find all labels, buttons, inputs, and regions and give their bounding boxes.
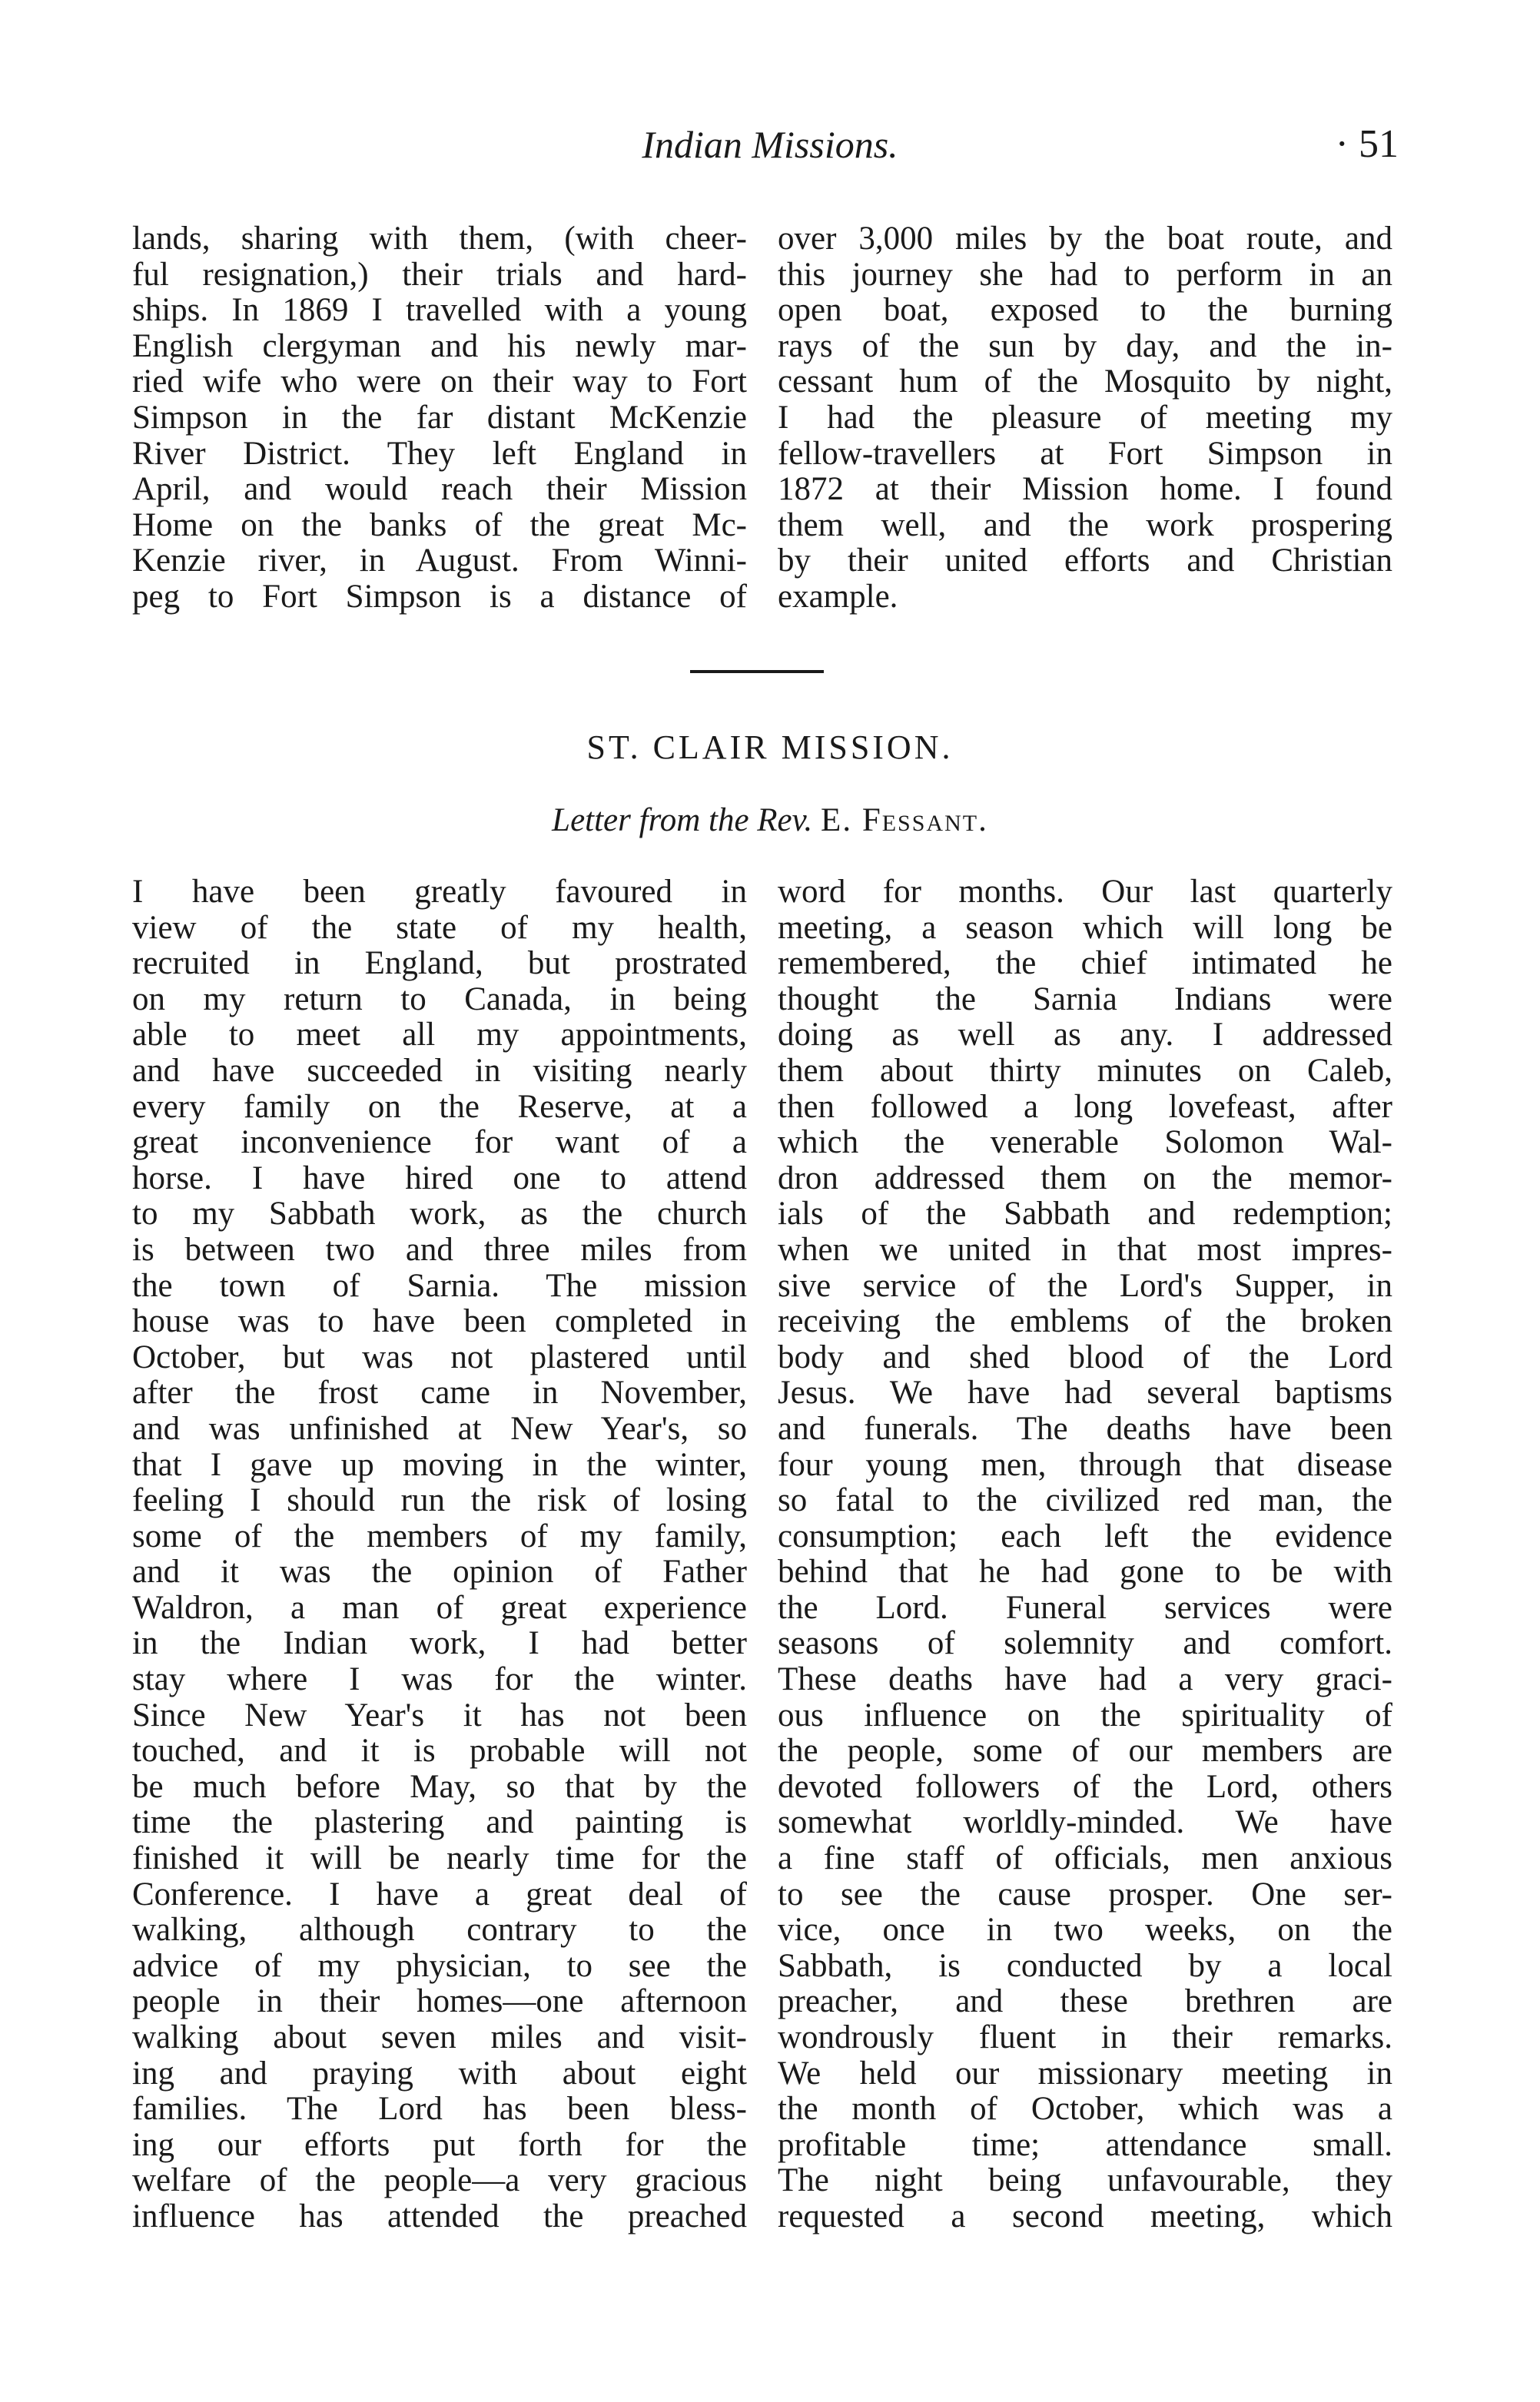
text-line: able to meet all my appointments, bbox=[132, 1017, 747, 1053]
text-line: after the frost came in November, bbox=[132, 1375, 747, 1412]
text-line: advice of my physician, to see the bbox=[132, 1947, 747, 1984]
text-line: by their united efforts and Christian bbox=[778, 542, 1392, 579]
text-line: walking about seven miles and visit- bbox=[132, 2019, 747, 2055]
text-line: horse. I have hired one to attend bbox=[132, 1160, 747, 1196]
text-line: some of the members of my family, bbox=[132, 1518, 747, 1554]
letter-byline bbox=[0, 799, 1540, 842]
text-line: ful resignation,) their trials and hard- bbox=[132, 256, 747, 293]
text-line: which the venerable Solomon Wal- bbox=[778, 1124, 1392, 1161]
text-line: the town of Sarnia. The mission bbox=[132, 1267, 747, 1304]
text-line: requested a second meeting, which bbox=[778, 2198, 1392, 2234]
text-line: devoted followers of the Lord, others bbox=[778, 1768, 1392, 1805]
text-line: thought the Sarnia Indians were bbox=[778, 980, 1392, 1017]
text-line: doing as well as any. I addressed bbox=[778, 1017, 1392, 1053]
text-line: four young men, through that disease bbox=[778, 1446, 1392, 1483]
text-line: lands, sharing with them, (with cheer- bbox=[132, 221, 747, 257]
text-line: cessant hum of the Mosquito by night, bbox=[778, 363, 1392, 400]
text-line: them about thirty minutes on Caleb, bbox=[778, 1052, 1392, 1089]
text-line: River District. They left England in bbox=[132, 435, 747, 472]
text-line: ous influence on the spirituality of bbox=[778, 1697, 1392, 1733]
text-line: meeting, a season which will long be bbox=[778, 909, 1392, 946]
text-line: in the Indian work, I had better bbox=[132, 1625, 747, 1662]
text-line: remembered, the chief intimated he bbox=[778, 945, 1392, 982]
text-line: I have been greatly favoured in bbox=[132, 874, 747, 910]
text-line: Jesus. We have had several baptisms bbox=[778, 1375, 1392, 1412]
text-line: on my return to Canada, in being bbox=[132, 980, 747, 1017]
text-line: when we united in that most impres- bbox=[778, 1231, 1392, 1268]
text-line: influence has attended the preached bbox=[132, 2198, 747, 2234]
text-line: Sabbath, is conducted by a local bbox=[778, 1947, 1392, 1984]
text-line: October, but was not plastered until bbox=[132, 1339, 747, 1375]
text-line: word for months. Our last quarterly bbox=[778, 874, 1392, 910]
byline-italic: Letter from the Rev. bbox=[552, 802, 813, 838]
text-line: The night being unfavourable, they bbox=[778, 2162, 1392, 2199]
text-line: Home on the banks of the great Mc- bbox=[132, 506, 747, 543]
text-line: somewhat worldly-minded. We have bbox=[778, 1804, 1392, 1841]
text-line: house was to have been completed in bbox=[132, 1303, 747, 1340]
text-line: is between two and three miles from bbox=[132, 1231, 747, 1268]
byline-author: E. Fessant. bbox=[821, 802, 988, 838]
page-number: · 51 bbox=[1335, 122, 1399, 166]
text-line: ing our efforts put forth for the bbox=[132, 2126, 747, 2163]
text-line: feeling I should run the risk of losing bbox=[132, 1482, 747, 1519]
text-line: receiving the emblems of the broken bbox=[778, 1303, 1392, 1340]
text-line: every family on the Reserve, at a bbox=[132, 1088, 747, 1125]
text-line: sive service of the Lord's Supper, in bbox=[778, 1267, 1392, 1304]
text-line: We held our missionary meeting in bbox=[778, 2055, 1392, 2092]
text-line: view of the state of my health, bbox=[132, 909, 747, 946]
text-line: a fine staff of officials, men anxious bbox=[778, 1840, 1392, 1877]
text-line: English clergyman and his newly mar- bbox=[132, 327, 747, 364]
text-line: ships. In 1869 I travelled with a young bbox=[132, 292, 747, 329]
text-line: ing and praying with about eight bbox=[132, 2055, 747, 2092]
text-line: welfare of the people—a very gracious bbox=[132, 2162, 747, 2199]
text-line: over 3,000 miles by the boat route, and bbox=[778, 221, 1392, 257]
section-heading: ST. CLAIR MISSION. bbox=[586, 728, 954, 766]
text-line: them well, and the work prospering bbox=[778, 506, 1392, 543]
text-line: These deaths have had a very graci- bbox=[778, 1661, 1392, 1698]
text-line: families. The Lord has been bless- bbox=[132, 2091, 747, 2128]
text-line: behind that he had gone to be with bbox=[778, 1554, 1392, 1591]
text-line: and it was the opinion of Father bbox=[132, 1554, 747, 1591]
text-line: seasons of solemnity and comfort. bbox=[778, 1625, 1392, 1662]
text-line: vice, once in two weeks, on the bbox=[778, 1912, 1392, 1949]
text-line: profitable time; attendance small. bbox=[778, 2126, 1392, 2163]
text-line: Since New Year's it has not been bbox=[132, 1697, 747, 1733]
text-line: and have succeeded in visiting nearly bbox=[132, 1052, 747, 1089]
text-line: Waldron, a man of great experience bbox=[132, 1589, 747, 1626]
text-line: so fatal to the civilized red man, the bbox=[778, 1482, 1392, 1519]
text-line: finished it will be nearly time for the bbox=[132, 1840, 747, 1877]
text-line: rays of the sun by day, and the in- bbox=[778, 327, 1392, 364]
text-line: great inconvenience for want of a bbox=[132, 1124, 747, 1161]
text-line: to my Sabbath work, as the church bbox=[132, 1196, 747, 1233]
letter-text-left-column bbox=[132, 874, 747, 2235]
text-line: preacher, and these brethren are bbox=[778, 1983, 1392, 2020]
continued-text-left-column bbox=[132, 221, 747, 615]
text-line: and funerals. The deaths have been bbox=[778, 1410, 1392, 1447]
text-line: then followed a long lovefeast, after bbox=[778, 1088, 1392, 1125]
text-line: April, and would reach their Mission bbox=[132, 471, 747, 508]
text-line: touched, and it is probable will not bbox=[132, 1733, 747, 1770]
text-line: and was unfinished at New Year's, so bbox=[132, 1410, 747, 1447]
letter-text-right-column bbox=[778, 874, 1392, 2235]
text-line: people in their homes—one afternoon bbox=[132, 1983, 747, 2020]
text-line: to see the cause prosper. One ser- bbox=[778, 1876, 1392, 1913]
running-header-title: Indian Missions. bbox=[642, 123, 898, 166]
text-line: walking, although contrary to the bbox=[132, 1912, 747, 1949]
text-line: open boat, exposed to the burning bbox=[778, 292, 1392, 329]
text-line: fellow-travellers at Fort Simpson in bbox=[778, 435, 1392, 472]
text-line: consumption; each left the evidence bbox=[778, 1518, 1392, 1554]
text-line: body and shed blood of the Lord bbox=[778, 1339, 1392, 1375]
text-line: Simpson in the far distant McKenzie bbox=[132, 399, 747, 436]
text-line: that I gave up moving in the winter, bbox=[132, 1446, 747, 1483]
text-line: the month of October, which was a bbox=[778, 2091, 1392, 2128]
section-divider-rule bbox=[690, 670, 824, 673]
text-line: dron addressed them on the memor- bbox=[778, 1160, 1392, 1196]
text-line: Kenzie river, in August. From Winni- bbox=[132, 542, 747, 579]
text-line: ried wife who were on their way to Fort bbox=[132, 363, 747, 400]
text-line: example. bbox=[778, 578, 898, 615]
text-line: Conference. I have a great deal of bbox=[132, 1876, 747, 1913]
text-line: wondrously fluent in their remarks. bbox=[778, 2019, 1392, 2055]
text-line: the Lord. Funeral services were bbox=[778, 1589, 1392, 1626]
text-line: ials of the Sabbath and redemption; bbox=[778, 1196, 1392, 1233]
text-line: the people, some of our members are bbox=[778, 1733, 1392, 1770]
text-line: this journey she had to perform in an bbox=[778, 256, 1392, 293]
text-line: time the plastering and painting is bbox=[132, 1804, 747, 1841]
text-line: peg to Fort Simpson is a distance of bbox=[132, 578, 747, 615]
continued-text-right-column bbox=[778, 221, 1392, 615]
text-line: recruited in England, but prostrated bbox=[132, 945, 747, 982]
text-line: be much before May, so that by the bbox=[132, 1768, 747, 1805]
text-line: 1872 at their Mission home. I found bbox=[778, 471, 1392, 508]
text-line: I had the pleasure of meeting my bbox=[778, 399, 1392, 436]
text-line: stay where I was for the winter. bbox=[132, 1661, 747, 1698]
